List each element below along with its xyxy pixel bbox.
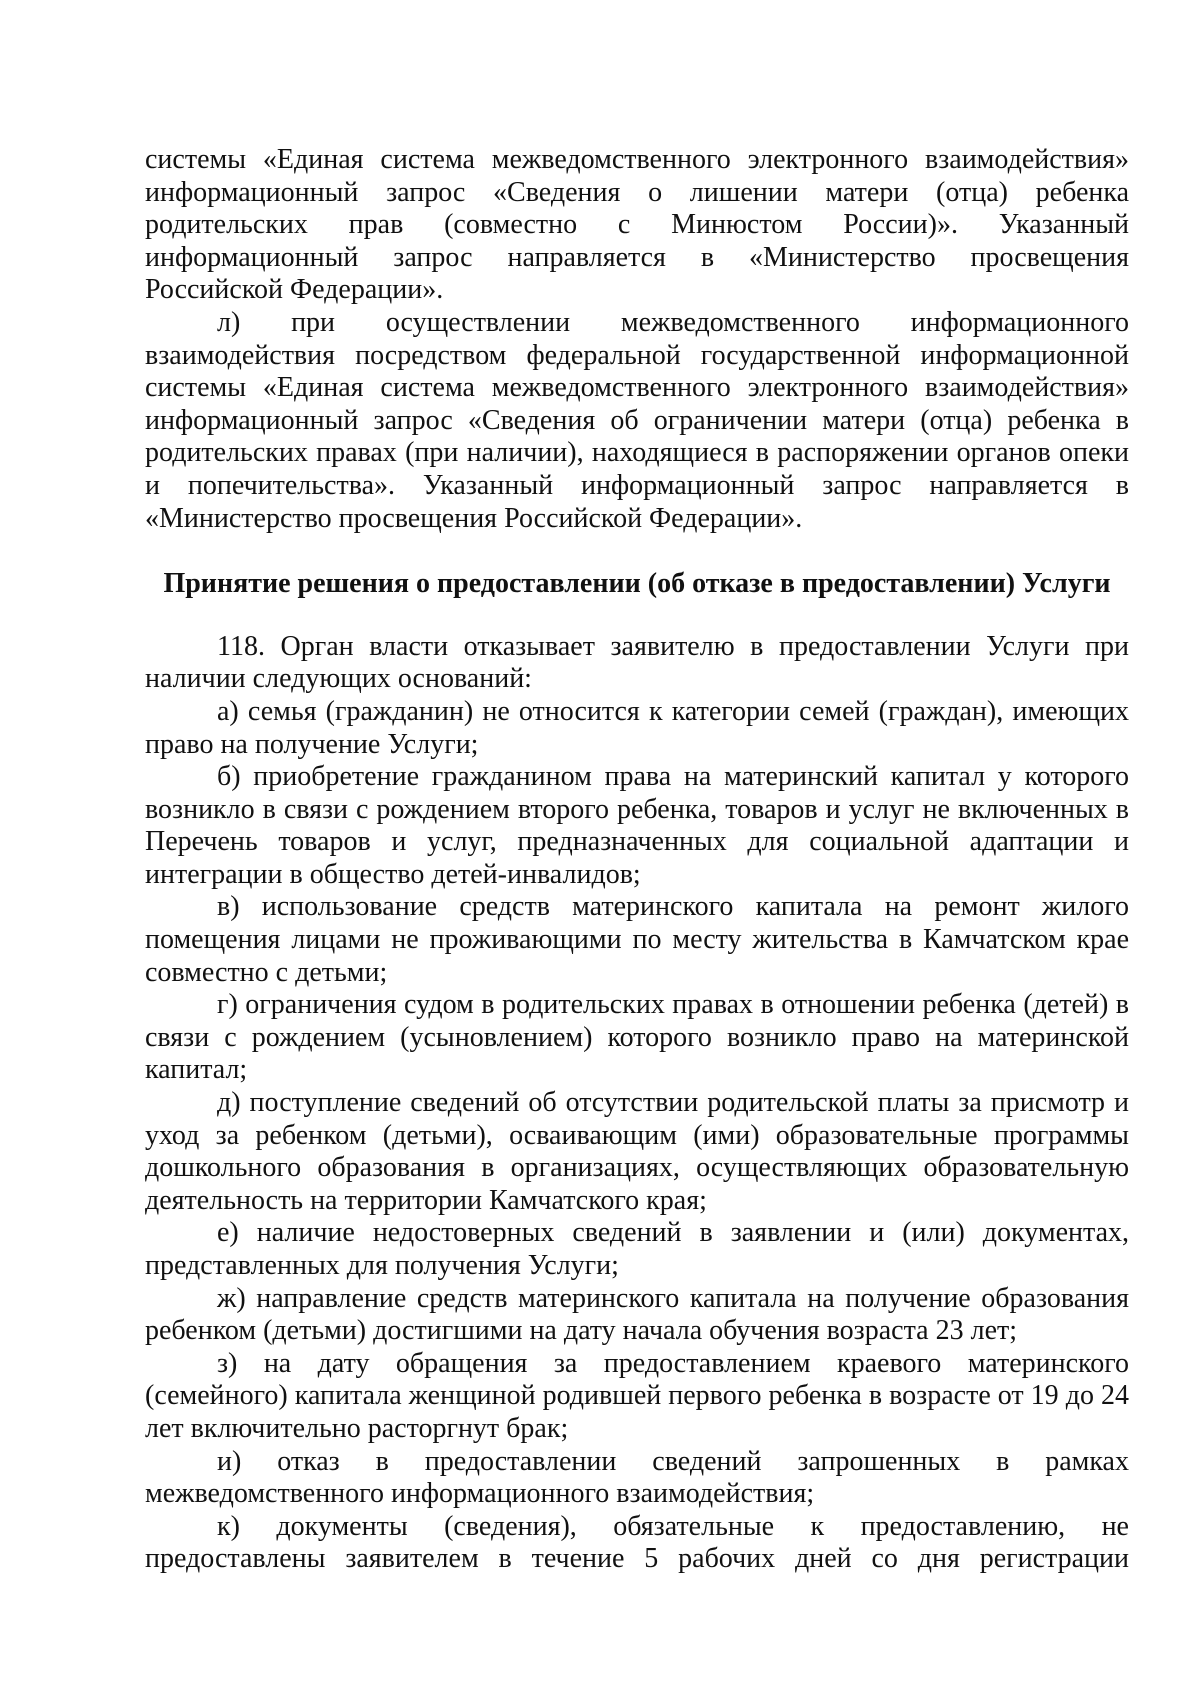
list-item-zh: ж) направление средств материнского капитала на получение образования ребенком (детьми) достигшими на дату начала обучения возраста 23 лет; xyxy=(145,1282,1129,1347)
document-body xyxy=(145,144,1129,1576)
list-item-a: а) семья (гражданин) не относится к категории семей (граждан), имеющих право на получение Услуги; xyxy=(145,695,1129,760)
list-item-d: д) поступление сведений об отсутствии родительской платы за присмотр и уход за ребенком (детьми), осваивающим (ими) образовательные программы дошкольного образования в организациях, осуществляющих образовательную деятельность на территории Камчатского края; xyxy=(145,1087,1129,1216)
list-item-z: з) на дату обращения за предоставлением краевого материнского (семейного) капитала женщиной родившей первого ребенка в возрасте от 19 до 24 лет включительно расторгнут брак; xyxy=(145,1347,1129,1444)
list-item-e: е) наличие недостоверных сведений в заявлении и (или) документах, представленных для получения Услуги; xyxy=(145,1217,1129,1281)
list-item-b: б) приобретение гражданином права на материнский капитал у которого возникло в связи с рождением второго ребенка, товаров и услуг не включенных в Перечень товаров и услуг, предназначенных для социальной адаптации и интеграции в общество детей-инвалидов; xyxy=(145,761,1129,890)
continuation-paragraph: системы «Единая система межведомственного электронного взаимодействия» информационный запрос «Сведения о лишении матери (отца) ребенка родительских прав (совместно с Минюстом России)». Указанный информационный запрос направляется в «Министерство просвещения Российской Федерации». xyxy=(145,144,1129,306)
list-item-i: и) отказ в предоставлении сведений запрошенных в рамках межведомственного информационного взаимодействия; xyxy=(145,1445,1129,1510)
list-item-k: к) документы (сведения), обязательные к предоставлению, не предоставлены заявителем в течение 5 рабочих дней со дня регистрации xyxy=(145,1510,1129,1575)
section-heading: Принятие решения о предоставлении (об отказе в предоставлении) Услуги xyxy=(163,568,1111,600)
list-item-v: в) использование средств материнского капитала на ремонт жилого помещения лицами не проживающими по месту жительства в Камчатском крае совместно с детьми; xyxy=(145,891,1129,988)
clause-118-paragraph: 118. Орган власти отказывает заявителю в предоставлении Услуги при наличии следующих оснований: xyxy=(145,630,1129,695)
item-l-paragraph: л) при осуществлении межведомственного информационного взаимодействия посредством федеральной государственной информационной системы «Единая система межведомственного электронного взаимодействия» информационный запрос «Сведения об ограничении матери (отца) ребенка в родительских правах (при наличии), находящиеся в распоряжении органов опеки и попечительства». Указанный информационный запрос направляется в «Министерство просвещения Российской Федерации». xyxy=(145,306,1129,534)
list-item-g: г) ограничения судом в родительских правах в отношении ребенка (детей) в связи с рождением (усыновлением) которого возникло право на материнской капитал; xyxy=(145,989,1129,1086)
